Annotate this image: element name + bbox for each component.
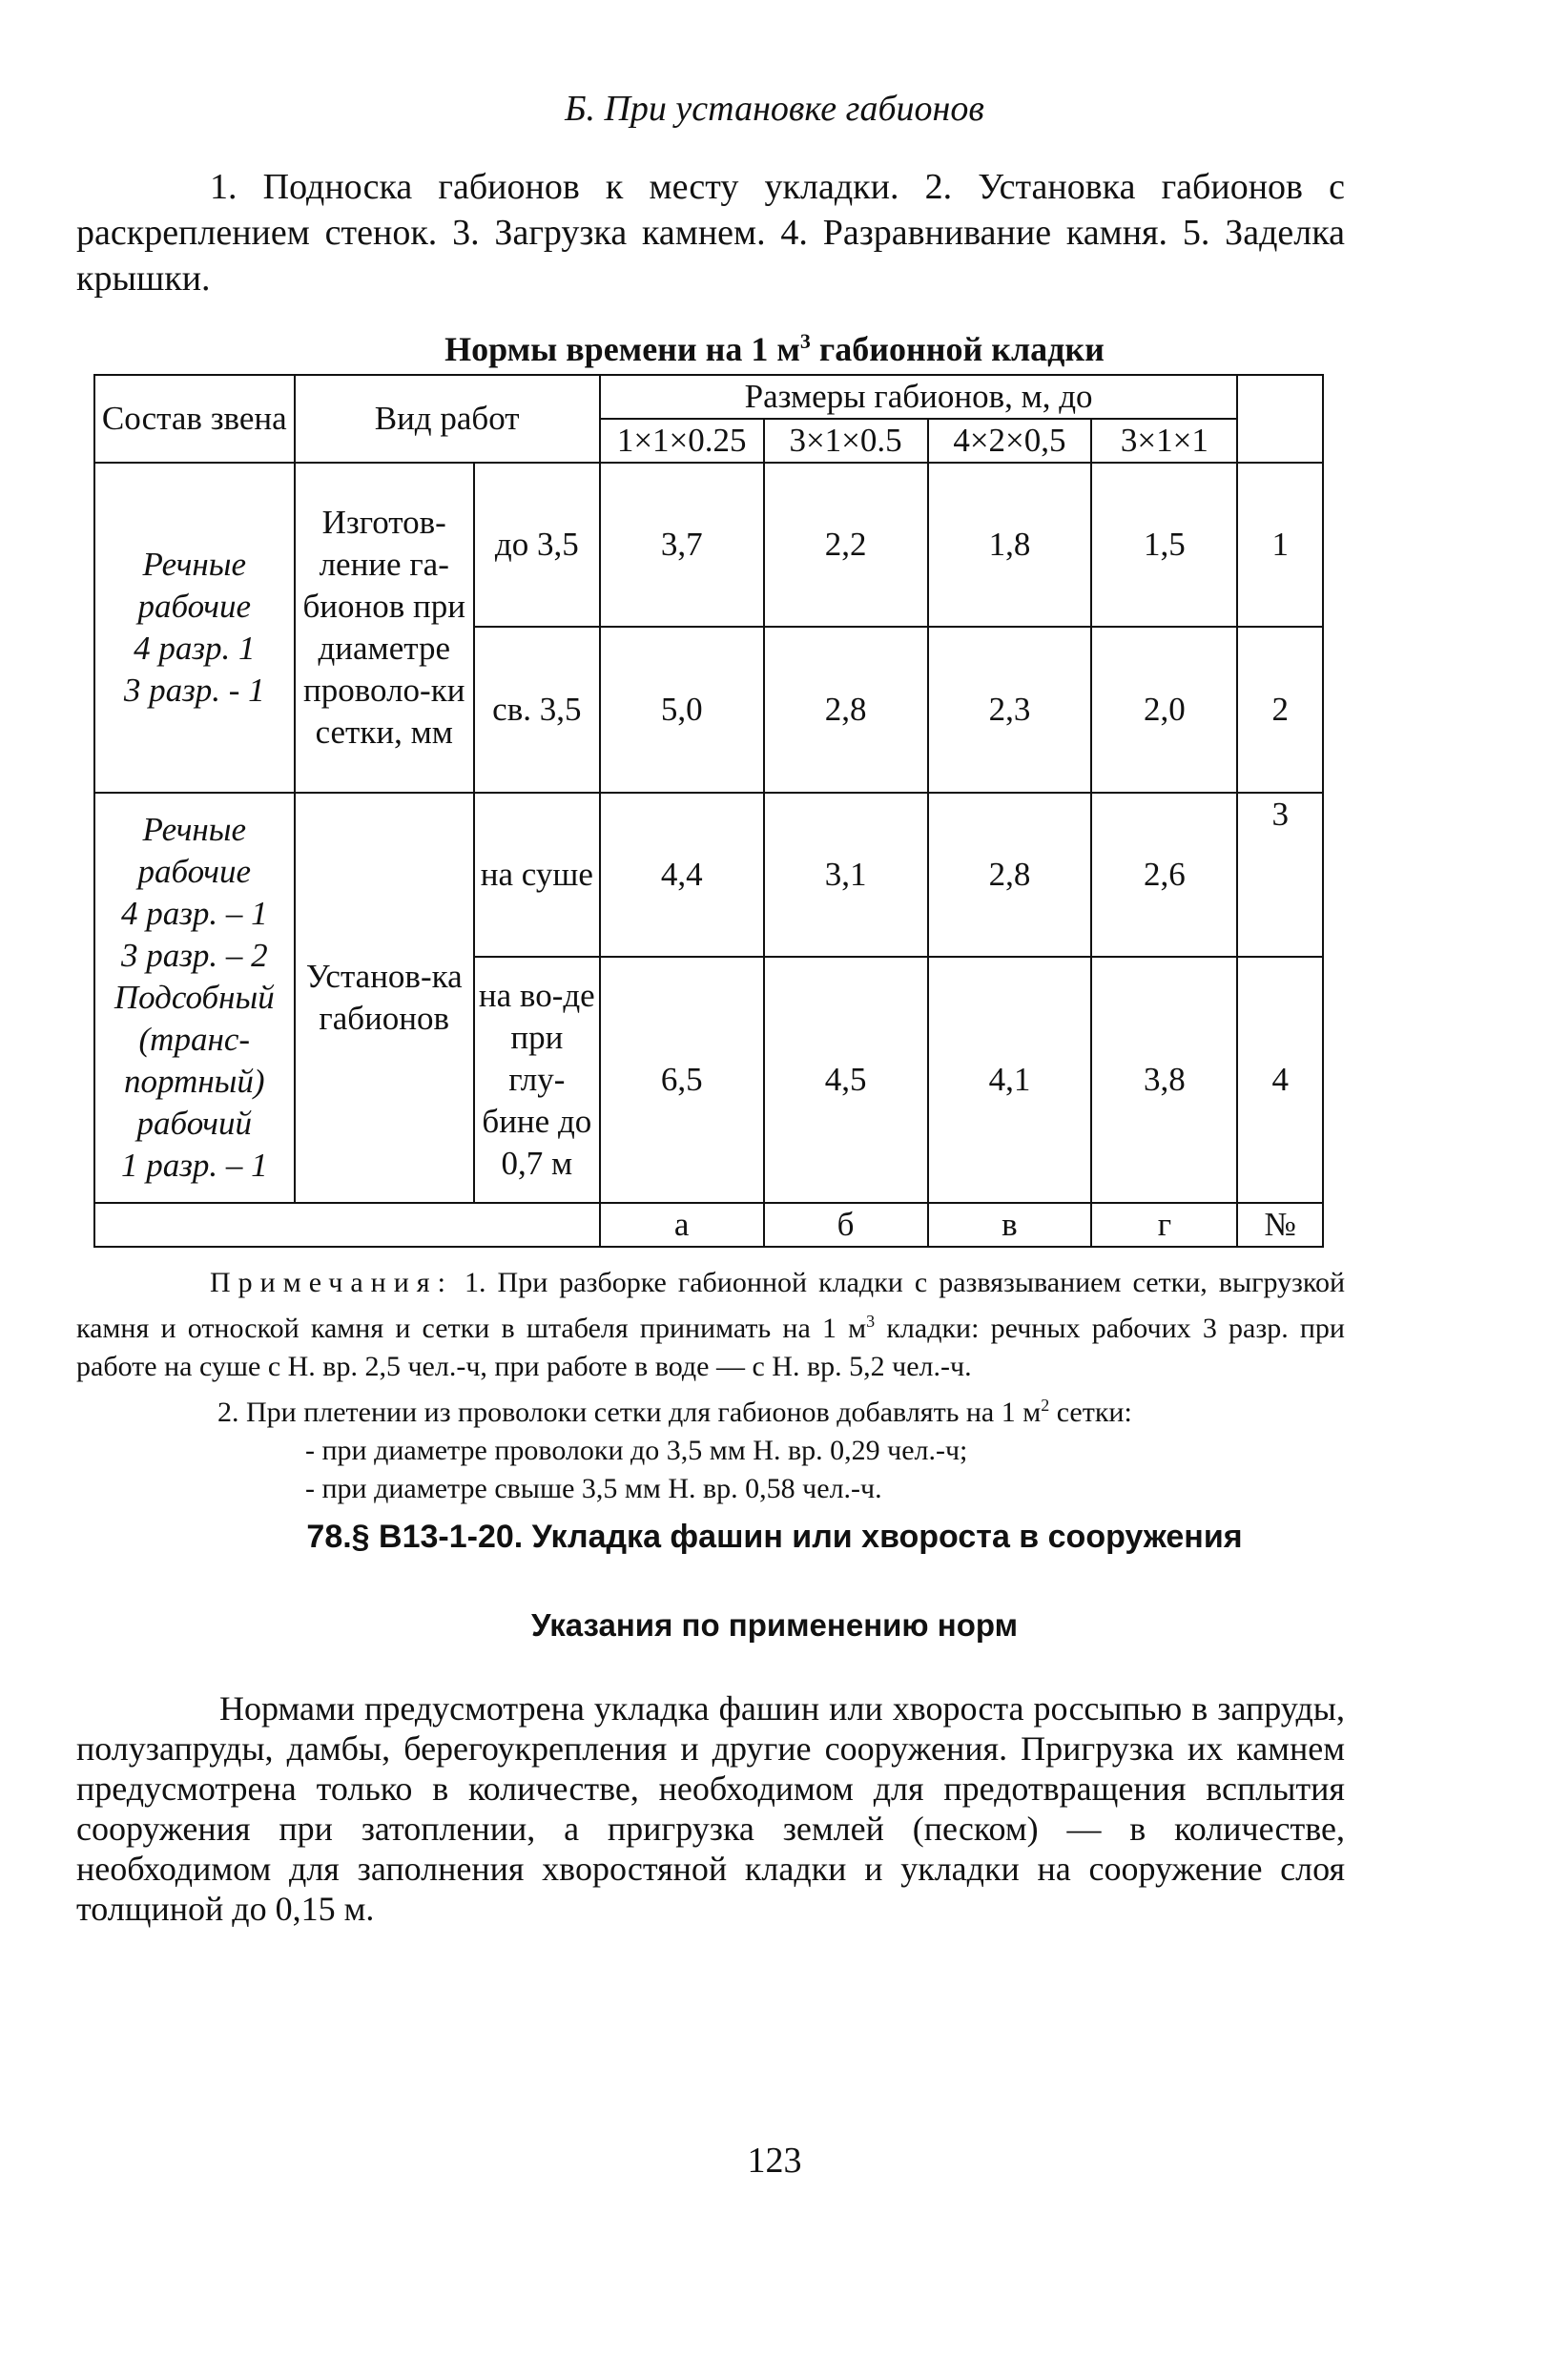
row-number: 2 <box>1237 627 1323 793</box>
crew-line: (транс- <box>138 1021 251 1058</box>
note-2-superscript: 2 <box>1041 1396 1050 1415</box>
note-2-text: 2. При плетении из проволоки сетки для габионов добавлять на 1 м <box>217 1397 1042 1428</box>
crew-line: Подсобный <box>114 979 275 1016</box>
note-1-text-end: кладки: речных рабочих 3 разр. при работе на суше с Н. вр. 2,5 чел.-ч, при работе в воде — с Н. вр. 5,2 чел.-ч. <box>76 1313 1345 1382</box>
header-size-1: 1×1×0.25 <box>600 419 764 463</box>
footer-blank <box>94 1203 600 1247</box>
value-cell: 2,8 <box>764 627 928 793</box>
note-2-item-2: - при диаметре свыше 3,5 мм Н. вр. 0,58 чел.-ч. <box>305 1473 882 1504</box>
header-size-2: 3×1×0.5 <box>764 419 928 463</box>
header-vid: Вид работ <box>295 375 600 463</box>
note-2 <box>76 1386 1345 1432</box>
value-cell: 2,0 <box>1091 627 1237 793</box>
condition-cell: св. 3,5 <box>474 627 600 793</box>
header-size-3: 4×2×0,5 <box>928 419 1092 463</box>
note-2-text-end: сетки: <box>1049 1397 1132 1428</box>
crew-line: портный) <box>124 1063 265 1100</box>
crew-line: Речные <box>142 811 247 848</box>
table-title <box>0 329 1549 369</box>
crew-line: 3 разр. – 2 <box>120 937 268 974</box>
row-number: 4 <box>1237 957 1323 1203</box>
header-num-blank <box>1237 375 1323 463</box>
value-cell: 4,5 <box>764 957 928 1203</box>
note-1 <box>76 1264 1345 1386</box>
crew-cell-1 <box>94 463 295 793</box>
work-cell-1: Изготов-ление га-бионов при диаметре проволо-ки сетки, мм <box>295 463 474 793</box>
header-sizes: Размеры габионов, м, до <box>600 375 1238 419</box>
condition-cell: на суше <box>474 793 600 957</box>
crew-line: 4 разр. 1 <box>134 630 256 667</box>
note-2-item-1: - при диаметре проволоки до 3,5 мм Н. вр. 0,29 чел.-ч; <box>305 1435 968 1466</box>
norms-table <box>93 374 1324 1248</box>
crew-line: рабочие <box>137 588 251 625</box>
column-letter: а <box>600 1203 764 1247</box>
header-size-4: 3×1×1 <box>1091 419 1237 463</box>
section-title: Б. При установке габионов <box>565 89 984 129</box>
value-cell: 1,5 <box>1091 463 1237 627</box>
column-letter: г <box>1091 1203 1237 1247</box>
header-sostav: Состав звена <box>94 375 295 463</box>
table-title-text-end: габионной кладки <box>810 330 1105 368</box>
work-cell-2: Установ-ка габионов <box>295 793 474 1203</box>
table-title-superscript: 3 <box>799 329 811 353</box>
table-title-text: Нормы времени на 1 м <box>444 330 800 368</box>
value-cell: 3,1 <box>764 793 928 957</box>
crew-line: рабочие <box>137 853 251 890</box>
page-number: 123 <box>747 2141 802 2181</box>
value-cell: 1,8 <box>928 463 1092 627</box>
value-cell: 4,1 <box>928 957 1092 1203</box>
crew-line: рабочий <box>136 1105 252 1142</box>
crew-line: Речные <box>142 546 247 583</box>
condition-cell: до 3,5 <box>474 463 600 627</box>
crew-cell-2 <box>94 793 295 1203</box>
num-label: № <box>1237 1203 1323 1247</box>
subsection-heading: Указания по применению норм <box>531 1607 1018 1643</box>
value-cell: 2,8 <box>928 793 1092 957</box>
value-cell: 2,2 <box>764 463 928 627</box>
column-letter: в <box>928 1203 1092 1247</box>
crew-line: 4 разр. – 1 <box>120 895 268 932</box>
value-cell: 2,6 <box>1091 793 1237 957</box>
row-number: 3 <box>1237 793 1323 957</box>
value-cell: 3,8 <box>1091 957 1237 1203</box>
value-cell: 2,3 <box>928 627 1092 793</box>
value-cell: 4,4 <box>600 793 764 957</box>
notes <box>76 1264 1345 1508</box>
crew-line: 3 разр. - 1 <box>123 672 265 709</box>
value-cell: 5,0 <box>600 627 764 793</box>
column-letter: б <box>764 1203 928 1247</box>
value-cell: 6,5 <box>600 957 764 1203</box>
crew-line: 1 разр. – 1 <box>120 1147 268 1184</box>
row-number: 1 <box>1237 463 1323 627</box>
notes-label: Примечания: <box>210 1267 453 1298</box>
intro-paragraph: 1. Подноска габионов к месту укладки. 2. Установка габионов с раскреплением стенок. 3. Загрузка камнем. 4. Разравнивание камня. 5. Заделка крышки. <box>76 167 1345 299</box>
condition-cell: на во-де при глу-бине до 0,7 м <box>474 957 600 1203</box>
note-1-superscript: 3 <box>866 1312 876 1331</box>
note-1-text: 1. При разборке габионной кладки с развязыванием сетки, выгрузкой камня и отноской камня и сетки в штабеля принимать на 1 м <box>76 1267 1345 1344</box>
value-cell: 3,7 <box>600 463 764 627</box>
body-paragraph: Нормами предусмотрена укладка фашин или хвороста россыпью в запруды, полузапруды, дамбы, берегоукрепления и другие сооружения. Пригрузка их камнем предусмотрена только в количестве, необходимом для предотвращения всплытия сооружения при затоплении, а пригрузка землей (песком) — в количестве, необходимом для заполнения хворостяной кладки и укладки на сооружение слоя толщиной до 0,15 м. <box>76 1689 1345 1928</box>
section-heading: 78.§ В13-1-20. Укладка фашин или хвороста в сооружения <box>306 1519 1243 1555</box>
